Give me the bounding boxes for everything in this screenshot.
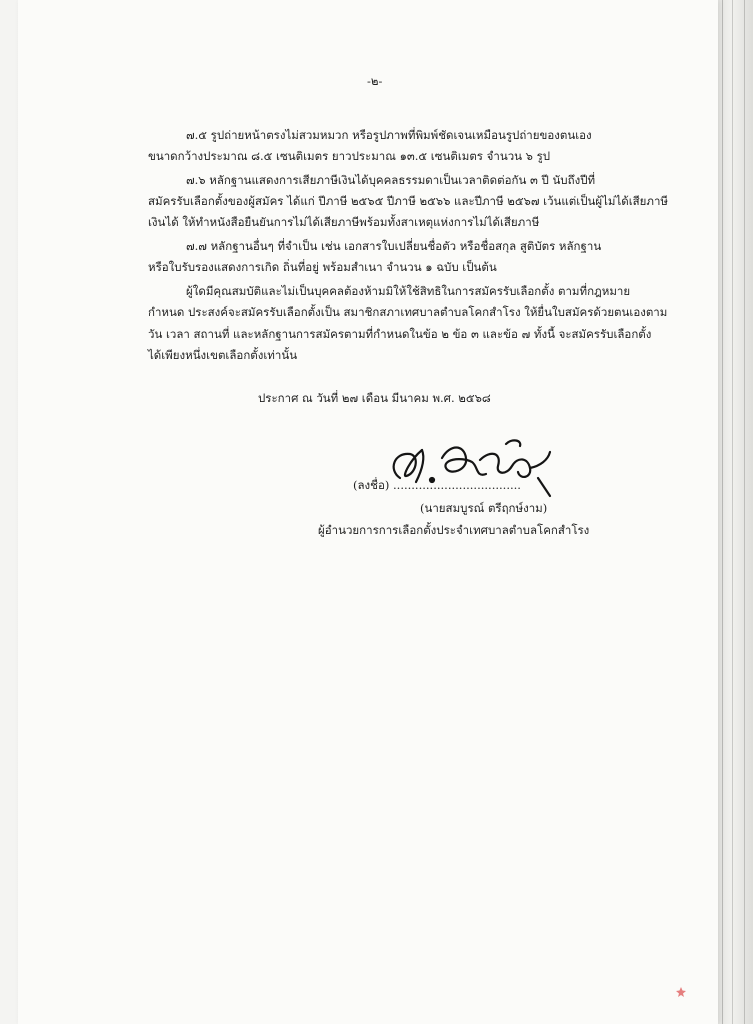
- signature-line: (ลงชื่อ) ...................................: [353, 478, 521, 492]
- paragraph-line: เงินได้ ให้ทำหนังสือยืนยันการไม่ได้เสียภาษีพร้อมทั้งสาเหตุแห่งการไม่ได้เสียภาษี: [148, 215, 540, 229]
- paragraph-line: ๗.๗ หลักฐานอื่นๆ ที่จำเป็น เช่น เอกสารใบเปลี่ยนชื่อตัว หรือชื่อสกุล สูติบัตร หลักฐาน: [186, 239, 602, 253]
- signatory-name: (นายสมบูรณ์ ตรีฤกษ์งาม): [420, 501, 548, 515]
- paragraph-line: ขนาดกว้างประมาณ ๘.๕ เซนติเมตร ยาวประมาณ ๑๓.๕ เซนติเมตร จำนวน ๖ รูป: [148, 149, 551, 163]
- red-ink-spot: [675, 986, 687, 998]
- edge-line: [744, 0, 745, 1024]
- paragraph-line: ได้เพียงหนึ่งเขตเลือกตั้งเท่านั้น: [148, 348, 298, 362]
- paragraph-line: หรือใบรับรองแสดงการเกิด ถิ่นที่อยู่ พร้อมสำเนา จำนวน ๑ ฉบับ เป็นต้น: [148, 260, 497, 274]
- page-number: -๒-: [367, 74, 383, 88]
- paragraph-line: ผู้ใดมีคุณสมบัติและไม่เป็นบุคคลต้องห้ามมิให้ใช้สิทธิในการสมัครรับเลือกตั้ง ตามที่กฎหมาย: [186, 284, 631, 298]
- paragraph-line: กำหนด ประสงค์จะสมัครรับเลือกตั้งเป็น สมาชิกสภาเทศบาลตำบลโคกสำโรง ให้ยื่นใบสมัครด้วยตนเองตาม: [148, 305, 668, 319]
- paragraph-line: ๗.๖ หลักฐานแสดงการเสียภาษีเงินได้บุคคลธรรมดาเป็นเวลาติดต่อกัน ๓ ปี นับถึงปีที่: [186, 173, 596, 187]
- paragraph-line: วัน เวลา สถานที่ และหลักฐานการสมัครตามที่กำหนดในข้อ ๒ ข้อ ๓ และข้อ ๗ ทั้งนี้ จะสมัครรับเลือกตั้ง: [148, 327, 652, 341]
- signatory-title: ผู้อำนวยการการเลือกตั้งประจำเทศบาลตำบลโคกสำโรง: [318, 523, 590, 537]
- paragraph-line: สมัครรับเลือกตั้งของผู้สมัคร ได้แก่ ปีภาษี ๒๕๖๕ ปีภาษี ๒๕๖๖ และปีภาษี ๒๕๖๗ เว้นแต่เป็นผู้ไม่ได้เสียภาษี: [148, 194, 669, 208]
- announcement-date: ประกาศ ณ วันที่ ๒๗ เดือน มีนาคม พ.ศ. ๒๕๖๘: [258, 391, 491, 405]
- edge-line: [722, 0, 723, 1024]
- paragraph-line: ๗.๕ รูปถ่ายหน้าตรงไม่สวมหมวก หรือรูปภาพที่พิมพ์ชัดเจนเหมือนรูปถ่ายของตนเอง: [186, 128, 592, 142]
- paper-stack-edge: [718, 0, 753, 1024]
- edge-line: [732, 0, 733, 1024]
